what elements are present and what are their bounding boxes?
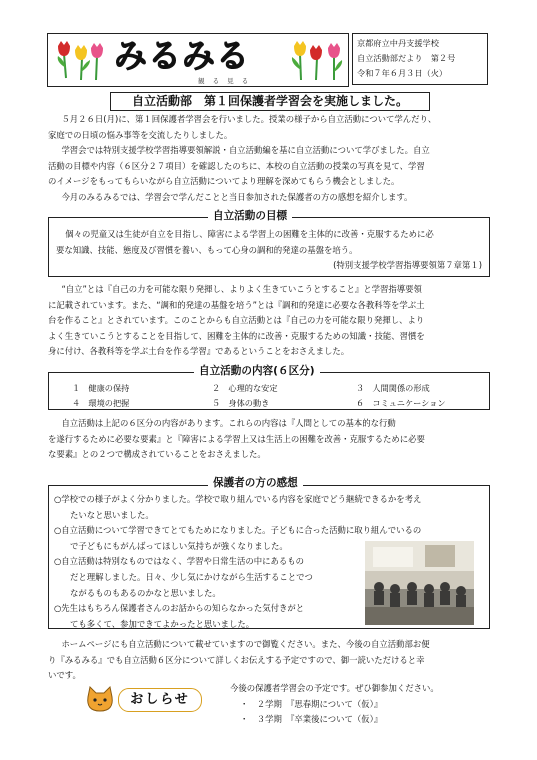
- cat-icon: [84, 685, 118, 715]
- school-name: 京都府立中丹支援学校: [357, 38, 439, 48]
- goal-text: [56, 227, 486, 274]
- content-line: 自立活動は上記の６区分の内容があります。これらの内容は『人間としての基本的な行動: [61, 418, 396, 428]
- content-line: な要素』との２つで構成されていることをおさえました。: [48, 449, 266, 460]
- feedback-line: ○自立活動について学習できてとてもためになりました。子どもに合った活動に取り組んでいるの: [54, 525, 422, 536]
- content-item: ５ 身体の動き: [212, 398, 270, 408]
- content-box-title: 自立活動の内容(６区分): [194, 365, 320, 378]
- intro-section: [48, 112, 490, 206]
- newsletter-subtitle: 観 る 見 る: [198, 77, 252, 85]
- notice-label: おしらせ: [118, 688, 202, 712]
- explanation-line: “自立”とは『自己の力を可能な限り発揮し、よりよく生きていこうとすること』と学習指導要領: [61, 284, 422, 294]
- goal-source: (特別支援学校学習指導要領第７章第１): [333, 260, 482, 271]
- tulip-illustration-right: [288, 38, 344, 82]
- feedback-line: ○自立活動は特別なものではなく、学習や日常生活の中にあるもの: [54, 556, 305, 567]
- content-line: を遂行するために必要な要素』と『障害による学習上又は生活上の困難を改善・克服するために必要: [48, 433, 425, 444]
- notice-item: ・ ３学期 『卒業後について（仮）』: [240, 714, 383, 725]
- issue-number: 自立活動部だより 第２号: [357, 53, 456, 63]
- feedback-line: で子どもにもがんばってほしい気持ちが強くなりました。: [70, 540, 288, 551]
- content-item: ３ 人間関係の形成: [356, 383, 430, 393]
- feedback-line: ながるものもあるのかなと思いました。: [70, 587, 221, 598]
- feedback-line: ○学校での様子がよく分かりました。学校で取り組んでいる内容を家庭でどう継続できるかを考え: [54, 494, 422, 504]
- explanation-line: に記載されています。また、“調和的発達の基盤を培う”とは『調和的発達に必要な各教科等を学ぶ土: [48, 299, 425, 310]
- closing-line: いです。: [48, 670, 81, 681]
- goal-line: 個々の児童又は生徒が自立を目指し、障害による学習上の困難を主体的に改善・克服するために必: [65, 229, 434, 239]
- closing-line: ホームページにも自立活動について載せていますので御覧ください。また、今後の自立活動部お便: [61, 639, 430, 649]
- notice-item: ・ ２学期 『思春期について（仮）』: [240, 698, 383, 709]
- intro-line: 今月のみるみるでは、学習会で学んだことと当日参加された保護者の方の感想を紹介します。: [61, 191, 413, 202]
- feedback-line: ても多くて、参加できてよかったと思いました。: [70, 618, 255, 629]
- goal-line: 要な知識、技能、態度及び習慣を養い、もって心身の調和的発達の基盤を培う。: [56, 244, 358, 255]
- school-info-box: [352, 33, 488, 85]
- intro-line: のイメージをもってもらいながら自立活動についてより理解を深めてもらう機会としました。: [48, 176, 400, 187]
- notice-intro: 今後の保護者学習会の予定です。ぜひ御参加ください。: [230, 683, 439, 693]
- explanation-line: 身に付け、各教科等を学ぶ土台を作る学習』であるということをおさえました。: [48, 346, 350, 357]
- intro-line: 活動の目標や内容（６区分２７項目）を確認したのちに、本校の自立活動の授業の写真を見て、学習: [48, 160, 425, 171]
- intro-line: ５月２６日(月)に、第１回保護者学習会を行いました。授業の様子から自立活動について学んだり、: [61, 114, 437, 124]
- feedback-line: だと理解しました。日々、少し気にかけながら生活することでつ: [70, 571, 313, 582]
- meeting-photo: [365, 541, 474, 625]
- closing-section: [48, 637, 494, 684]
- feedback-box-title: 保護者の方の感想: [208, 477, 303, 490]
- content-item: ４ 環境の把握: [72, 398, 130, 408]
- closing-line: り『みるみる』でも自立活動６区分について詳しくお伝えする予定ですので、御一読いただけると幸: [48, 654, 425, 665]
- explanation-line: よく生きていこうとすることを目指して、困難を主体的に改善・克服するための知識・技能、習慣を: [48, 330, 425, 341]
- intro-line: 家庭での日頃の悩み事等を交流したりしました。: [48, 129, 233, 140]
- feedback-line: ○先生はもちろん保護者さんのお話からの知らなかった気付きがと: [54, 603, 305, 614]
- content-explanation: [48, 416, 490, 463]
- explanation-line: 台を作ること』とされています。このことからも自立活動とは『自己の力を可能な限り発揮し、より: [48, 315, 425, 326]
- issue-date: 令和７年６月３日（火）: [357, 68, 448, 78]
- explanation-section: [48, 282, 490, 360]
- tulip-illustration-left: [54, 38, 104, 82]
- content-item: ２ 心理的な安定: [212, 383, 278, 393]
- notice-section: [230, 681, 490, 728]
- intro-line: 学習会では特別支援学校学習指導要領解説・自立活動編を基に自立活動について学びました。自立: [61, 145, 430, 156]
- feedback-line: たいなと思いました。: [70, 509, 154, 520]
- masthead: [47, 33, 349, 87]
- content-item: １ 健康の保持: [72, 383, 130, 393]
- headline: 自立活動部 第１回保護者学習会を実施しました。: [110, 92, 430, 111]
- newsletter-title: みるみる: [114, 36, 250, 75]
- goal-box-title: 自立活動の目標: [208, 210, 292, 223]
- content-item: ６ コミュニケーション: [356, 398, 446, 408]
